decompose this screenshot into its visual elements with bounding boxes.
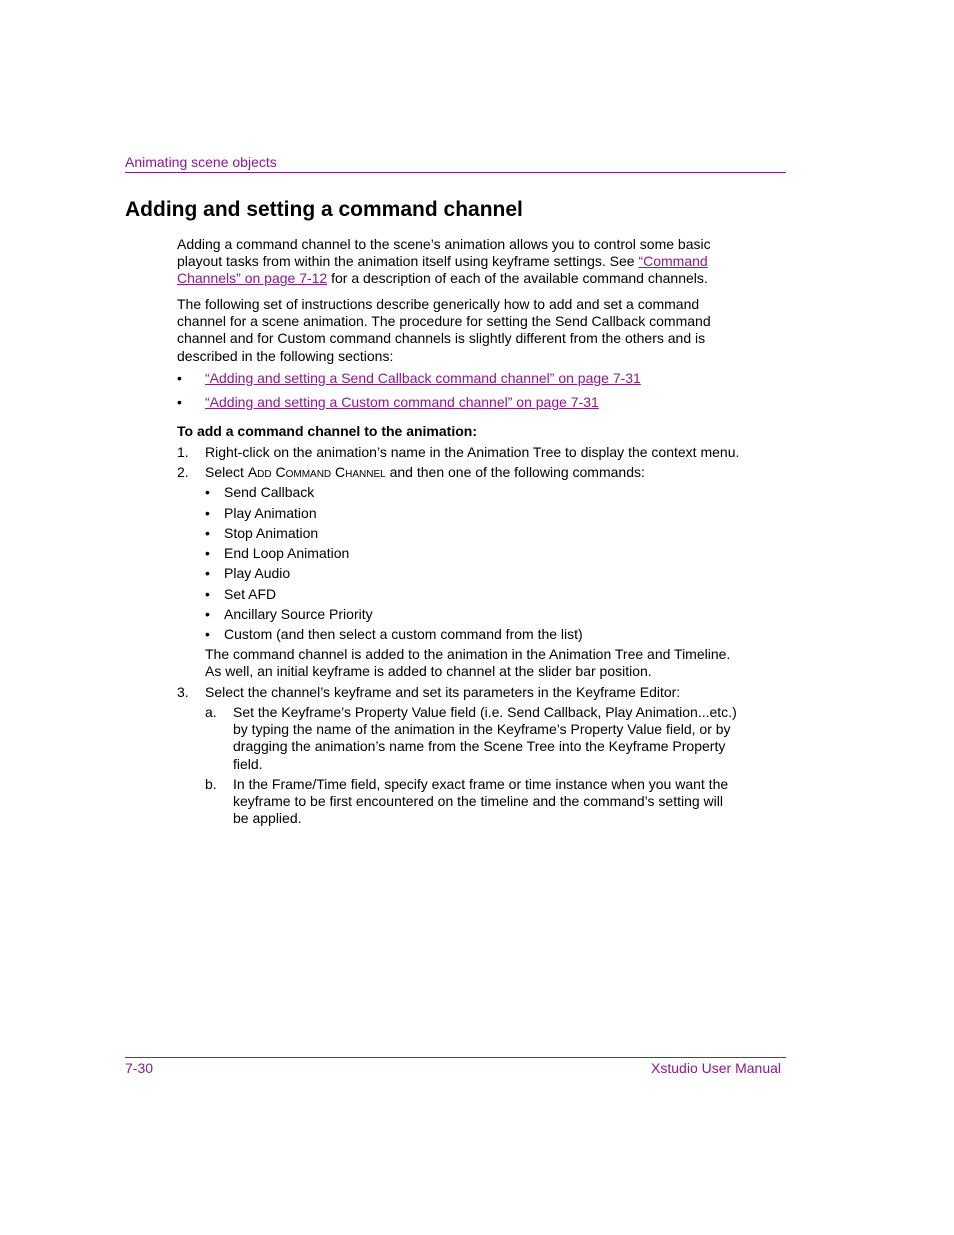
description-paragraph: The following set of instructions describe generically how to add and set a command channel for a scene animation. The procedure for setting the Send Callback command channel and for Custom command channels is slightly different from the others and is described in the following sections: xyxy=(177,296,711,364)
procedure-heading: To add a command channel to the animation: xyxy=(177,423,477,439)
page-number: 7-30 xyxy=(125,1060,154,1076)
intro-paragraph xyxy=(177,236,737,288)
intro-text-before: Adding a command channel to the scene’s animation allows you to control some basic playout tasks from within the animation itself using keyframe settings. See xyxy=(177,236,711,270)
command-option: Play Audio xyxy=(224,565,291,581)
command-option: Set AFD xyxy=(224,586,277,602)
header-rule xyxy=(125,172,786,173)
running-header: Animating scene objects xyxy=(125,154,277,170)
step-2-pre: Select xyxy=(205,464,248,480)
bullet-icon: • xyxy=(177,394,182,410)
send-callback-link[interactable]: “Adding and setting a Send Callback command channel” on page 7-31 xyxy=(205,370,641,386)
bullet-icon: • xyxy=(205,525,210,541)
bullet-icon: • xyxy=(205,545,210,561)
command-option: Play Animation xyxy=(224,505,317,521)
command-option: Send Callback xyxy=(224,484,315,500)
step-1-text: Right-click on the animation’s name in the Animation Tree to display the context menu. xyxy=(205,444,740,460)
bullet-icon: • xyxy=(205,505,210,521)
substep-b-text: In the Frame/Time field, specify exact frame or time instance when you want the keyframe to be first encountered on the timeline and the command’s setting will be applied. xyxy=(233,776,729,827)
substep-letter: a. xyxy=(205,704,217,720)
footer-rule xyxy=(125,1057,786,1058)
substep-letter: b. xyxy=(205,776,217,792)
intro-text-after: for a description of each of the available command channels. xyxy=(327,270,708,287)
bullet-icon: • xyxy=(205,606,210,622)
step-number: 3. xyxy=(177,684,189,700)
manual-title: Xstudio User Manual xyxy=(651,1060,781,1076)
substep-a-text: Set the Keyframe’s Property Value field (i.e. Send Callback, Play Animation...etc.) by typing the name of the animation in the Keyframe’s Property Value field, or by dragging the animation’s name from the Scene Tree into the Keyframe Property field. xyxy=(233,704,737,772)
bullet-icon: • xyxy=(205,626,210,642)
custom-command-link[interactable]: “Adding and setting a Custom command channel” on page 7-31 xyxy=(205,394,599,410)
step-2-text xyxy=(205,464,745,481)
bullet-icon: • xyxy=(205,565,210,581)
step-3-text: Select the channel’s keyframe and set its parameters in the Keyframe Editor: xyxy=(205,684,681,700)
command-option: Ancillary Source Priority xyxy=(224,606,373,622)
step-number: 2. xyxy=(177,464,189,480)
step-number: 1. xyxy=(177,444,189,460)
bullet-icon: • xyxy=(205,586,210,602)
bullet-icon: • xyxy=(177,370,182,386)
command-option: Stop Animation xyxy=(224,525,319,541)
command-channels-link[interactable]: “Command Channels” on page 7-12 xyxy=(177,253,708,287)
menu-command-name: Add Command Channel xyxy=(247,464,386,480)
bullet-icon: • xyxy=(205,484,210,500)
step-2-note: The command channel is added to the animation in the Animation Tree and Timeline. As well, an initial keyframe is added to channel at the slider bar position. xyxy=(205,646,731,680)
command-option: Custom (and then select a custom command from the list) xyxy=(224,626,583,642)
page-title: Adding and setting a command channel xyxy=(125,198,523,221)
step-2-post: and then one of the following commands: xyxy=(385,464,645,480)
command-option: End Loop Animation xyxy=(224,545,350,561)
